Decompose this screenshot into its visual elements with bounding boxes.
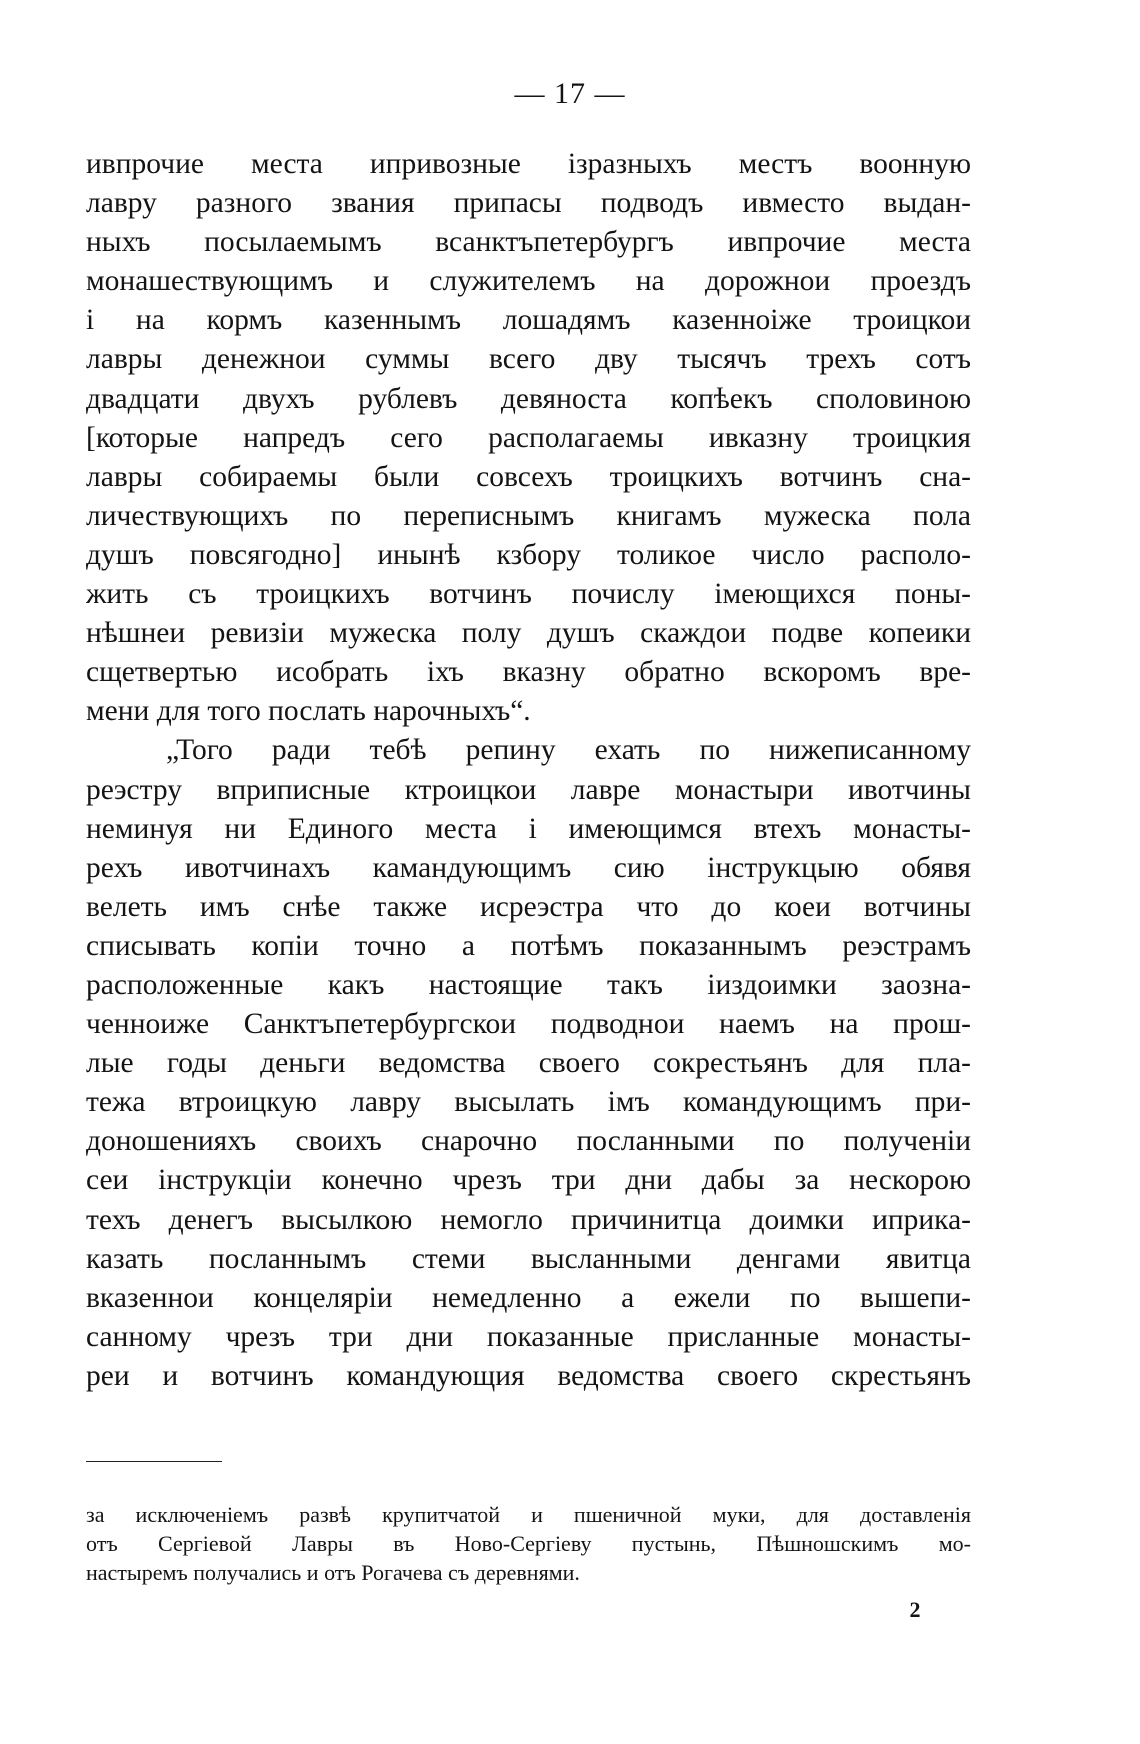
text-line: расположенные какъ настоящие такъ іиздоимки заозна- [86, 968, 971, 1001]
text-line: велеть имъ снѣе также исреэстра что до коеи вотчины [86, 890, 971, 923]
text-line: реи и вотчинъ командующия ведомства своего скрестьянъ [86, 1359, 971, 1392]
text-line: вказеннои концеляріи немедленно а ежели по вышепи- [86, 1281, 971, 1314]
text-line: тежа втроицкую лавру высылать імъ командующимъ при- [86, 1086, 971, 1119]
text-line: казать посланнымъ стеми высланными денгами явитца [86, 1242, 971, 1275]
text-line: реэстру вприписные ктроицкои лавре монастыри ивотчины [86, 773, 971, 806]
text-line: монашествующимъ и служителемъ на дорожнои проездъ [86, 265, 971, 298]
footnote-divider [86, 1461, 222, 1462]
text-line: нѣшнеи ревизіи мужеска полу душъ скаждои подве копеики [86, 617, 971, 650]
text-line: сщетвертью исобрать іхъ вказну обратно вскоромъ вре- [86, 656, 971, 689]
text-line: рехъ ивотчинахъ камандующимъ сию інструкцыю обявя [86, 851, 971, 884]
text-line: і на кормъ казеннымъ лошадямъ казенноіже троицкои [86, 304, 971, 337]
text-line: лые годы деньги ведомства своего сокрестьянъ для пла- [86, 1047, 971, 1080]
text-line: лавру разного звания припасы подводъ ивместо выдан- [86, 187, 971, 220]
text-line: неминуя ни Единого места і имеющимся втехъ монасты- [86, 812, 971, 845]
text-line: мени для того послать нарочныхъ“. [86, 695, 531, 728]
text-line: лавры денежнои суммы всего дву тысячъ трехъ сотъ [86, 343, 971, 376]
text-line: ивпрочие места ипривозные ізразныхъ местъ воонную [86, 148, 971, 180]
footnote-line: отъ Сергіевой Лавры въ Ново-Сергіеву пустынь, Пѣшношскимъ мо- [86, 1531, 971, 1556]
text-line: двадцати двухъ рублевъ девяноста копѣекъ споловиною [86, 382, 971, 415]
text-line: списывать копіи точно а потѣмъ показаннымъ реэстрамъ [86, 929, 971, 962]
text-line: техъ денегъ высылкою немогло причинитца доимки иприка- [86, 1203, 971, 1236]
text-line: ченноиже Санктъпетербургскои подводнои наемъ на прош- [86, 1008, 971, 1041]
text-line: душъ повсягодно] инынѣ кзбору толикое число располо- [86, 538, 971, 571]
text-line: лавры собираемы были совсехъ троицкихъ вотчинъ сна- [86, 460, 971, 493]
footnote-line: за исключеніемъ развѣ крупитчатой и пшеничной муки, для доставленія [86, 1502, 971, 1527]
text-line: жить съ троицкихъ вотчинъ почислу імеющихся поны- [86, 578, 971, 611]
text-line: „Того ради тебѣ репину ехать по нижеписанному [166, 734, 971, 767]
main-text [86, 145, 971, 1396]
signature-mark: 2 [909, 1597, 921, 1622]
text-line: ныхъ посылаемымъ всанктъпетербургъ ивпрочие места [86, 226, 971, 259]
text-line: санному чрезъ три дни показанные присланные монасты- [86, 1320, 971, 1353]
footnote-line: настыремъ получались и отъ Рогачева съ деревнями. [86, 1560, 580, 1585]
text-line: личествующихъ по переписнымъ книгамъ мужеска пола [86, 499, 971, 532]
text-line: доношенияхъ своихъ снарочно посланными по полученіи [86, 1125, 971, 1158]
footnote [86, 1500, 971, 1587]
text-line: сеи інструкціи конечно чрезъ три дни дабы за нескорою [86, 1164, 971, 1197]
text-line: [которые напредъ сего располагаемы ивказну троицкия [86, 421, 971, 454]
page-number: — 17 — [514, 77, 626, 110]
